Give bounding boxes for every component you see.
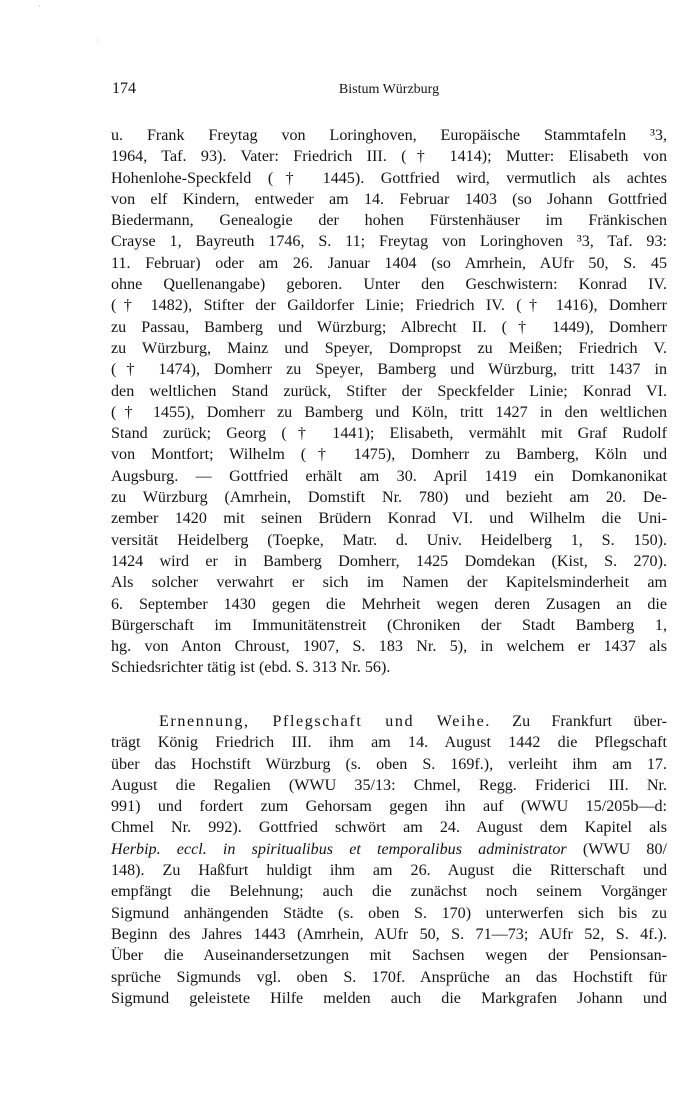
text-line: 6. September 1430 gegen die Mehrheit wegen deren Zusagen an die — [111, 595, 667, 613]
text-line: Schiedsrichter tätig ist (ebd. S. 313 Nr. 56). — [111, 659, 391, 677]
text-line: Stand zurück; Georg († 1441); Elisabeth, vermählt mit Graf Rudolf — [111, 425, 667, 443]
text-line: hg. von Anton Chroust, 1907, S. 183 Nr. 5), in welchem er 1437 als — [111, 638, 667, 656]
text-line: 11. Februar) oder am 26. Januar 1404 (so Amrhein, AUfr 50, S. 45 — [111, 254, 667, 272]
text-line: Augsburg. — Gottfried erhält am 30. April 1419 ein Domkanonikat — [111, 467, 667, 485]
text-line: Bürgerschaft im Immunitätenstreit (Chroniken der Stadt Bamberg 1, — [111, 616, 667, 634]
text-line: Beginn des Jahres 1443 (Amrhein, AUfr 50, S. 71—73; AUfr 52, S. 4f.). — [111, 925, 667, 943]
text-line: Hohenlohe-Speckfeld († 1445). Gottfried wird, vermutlich als achtes — [111, 169, 667, 187]
text-line: Zu Frankfurt über- — [491, 713, 667, 730]
text-line: Sigmund anhängenden Städte (s. oben S. 170) unterwerfen sich bis zu — [111, 904, 667, 922]
text-line: zu Würzburg (Amrhein, Domstift Nr. 780) und bezieht am 20. De- — [111, 489, 667, 507]
text-block — [111, 732, 667, 838]
scan-mark: · — [38, 2, 41, 11]
scan-mark: · — [97, 36, 100, 45]
italic-latin-title: Herbip. eccl. in spiritualibus et temporalibus administrator — [111, 840, 567, 858]
page-number: 174 — [112, 80, 136, 97]
text-line: von elf Kindern, entweder am 14. Februar 1403 (so Johann Gottfried — [111, 190, 667, 208]
paragraph-genealogy — [111, 125, 667, 679]
text-line: u. Frank Freytag von Loringhoven, Europäische Stammtafeln ³3, — [111, 127, 667, 144]
text-line: 148). Zu Haßfurt huldigt ihm am 26. August die Ritterschaft und — [111, 862, 667, 880]
text-line: Chmel Nr. 992). Gottfried schwört am 24. August dem Kapitel als — [111, 819, 667, 837]
text-line: († 1482), Stifter der Gaildorfer Linie; Friedrich IV. († 1416), Domherr — [111, 297, 667, 315]
text-line: den weltlichen Stand zurück, Stifter der Speckfelder Linie; Konrad VI. — [111, 382, 667, 400]
text-line: trägt König Friedrich III. ihm am 14. August 1442 die Pflegschaft — [111, 734, 667, 752]
text-line: zu Passau, Bamberg und Würzburg; Albrecht II. († 1449), Domherr — [111, 318, 667, 336]
running-title: Bistum Würzburg — [338, 82, 440, 97]
text-block — [111, 860, 667, 1009]
text-line: zu Würzburg, Mainz und Speyer, Dompropst zu Meißen; Friedrich V. — [111, 339, 667, 357]
text-line: über das Hochstift Würzburg (s. oben S. 169f.), verleiht ihm am 17. — [111, 755, 667, 773]
text-line: August die Regalien (WWU 35/13: Chmel, Regg. Friderici III. Nr. — [111, 776, 667, 794]
text-line: (WWU 80/ — [566, 840, 667, 858]
text-line: Sigmund geleistete Hilfe melden auch die Markgrafen Johann und — [111, 989, 667, 1007]
text-line: zember 1420 mit seinen Brüdern Konrad VI. und Wilhelm die Uni- — [111, 510, 667, 528]
paragraph-first-line — [111, 711, 667, 732]
text-line: versität Heidelberg (Toepke, Matr. d. Univ. Heidelberg 1, S. 150). — [111, 531, 667, 549]
text-line: von Montfort; Wilhelm († 1475), Domherr zu Bamberg, Köln und — [111, 446, 667, 464]
section-heading: Ernennung, Pflegschaft und Weihe. — [159, 713, 492, 730]
paragraph-appointment — [111, 711, 667, 1009]
text-line: Über die Auseinandersetzungen mit Sachsen wegen der Pensionsan- — [111, 947, 667, 965]
text-line-italic — [111, 839, 667, 860]
text-line: 1424 wird er in Bamberg Domherr, 1425 Domdekan (Kist, S. 270). — [111, 552, 667, 570]
text-line: sprüche Sigmunds vgl. oben S. 170f. Ansprüche an das Hochstift für — [111, 968, 667, 986]
page-header — [111, 80, 667, 104]
text-line: ohne Quellenangabe) geboren. Unter den Geschwistern: Konrad IV. — [111, 276, 667, 294]
text-line: Biedermann, Genealogie der hohen Fürstenhäuser im Fränkischen — [111, 212, 667, 230]
text-line: († 1474), Domherr zu Speyer, Bamberg und Würzburg, tritt 1437 in — [111, 361, 667, 379]
text-line: Als solcher verwahrt er sich im Namen der Kapitelsminderheit am — [111, 574, 667, 592]
text-line: 1964, Taf. 93). Vater: Friedrich III. († 1414); Mutter: Elisabeth von — [111, 148, 667, 166]
text-line: († 1455), Domherr zu Bamberg und Köln, tritt 1427 in den weltlichen — [111, 403, 667, 421]
text-line: 991) und fordert zum Gehorsam gegen ihn auf (WWU 15/205b—d: — [111, 798, 667, 816]
text-line: empfängt die Belehnung; auch die zunächst noch seinem Vorgänger — [111, 883, 667, 901]
text-line: Crayse 1, Bayreuth 1746, S. 11; Freytag von Loringhoven ³3, Taf. 93: — [111, 233, 667, 251]
